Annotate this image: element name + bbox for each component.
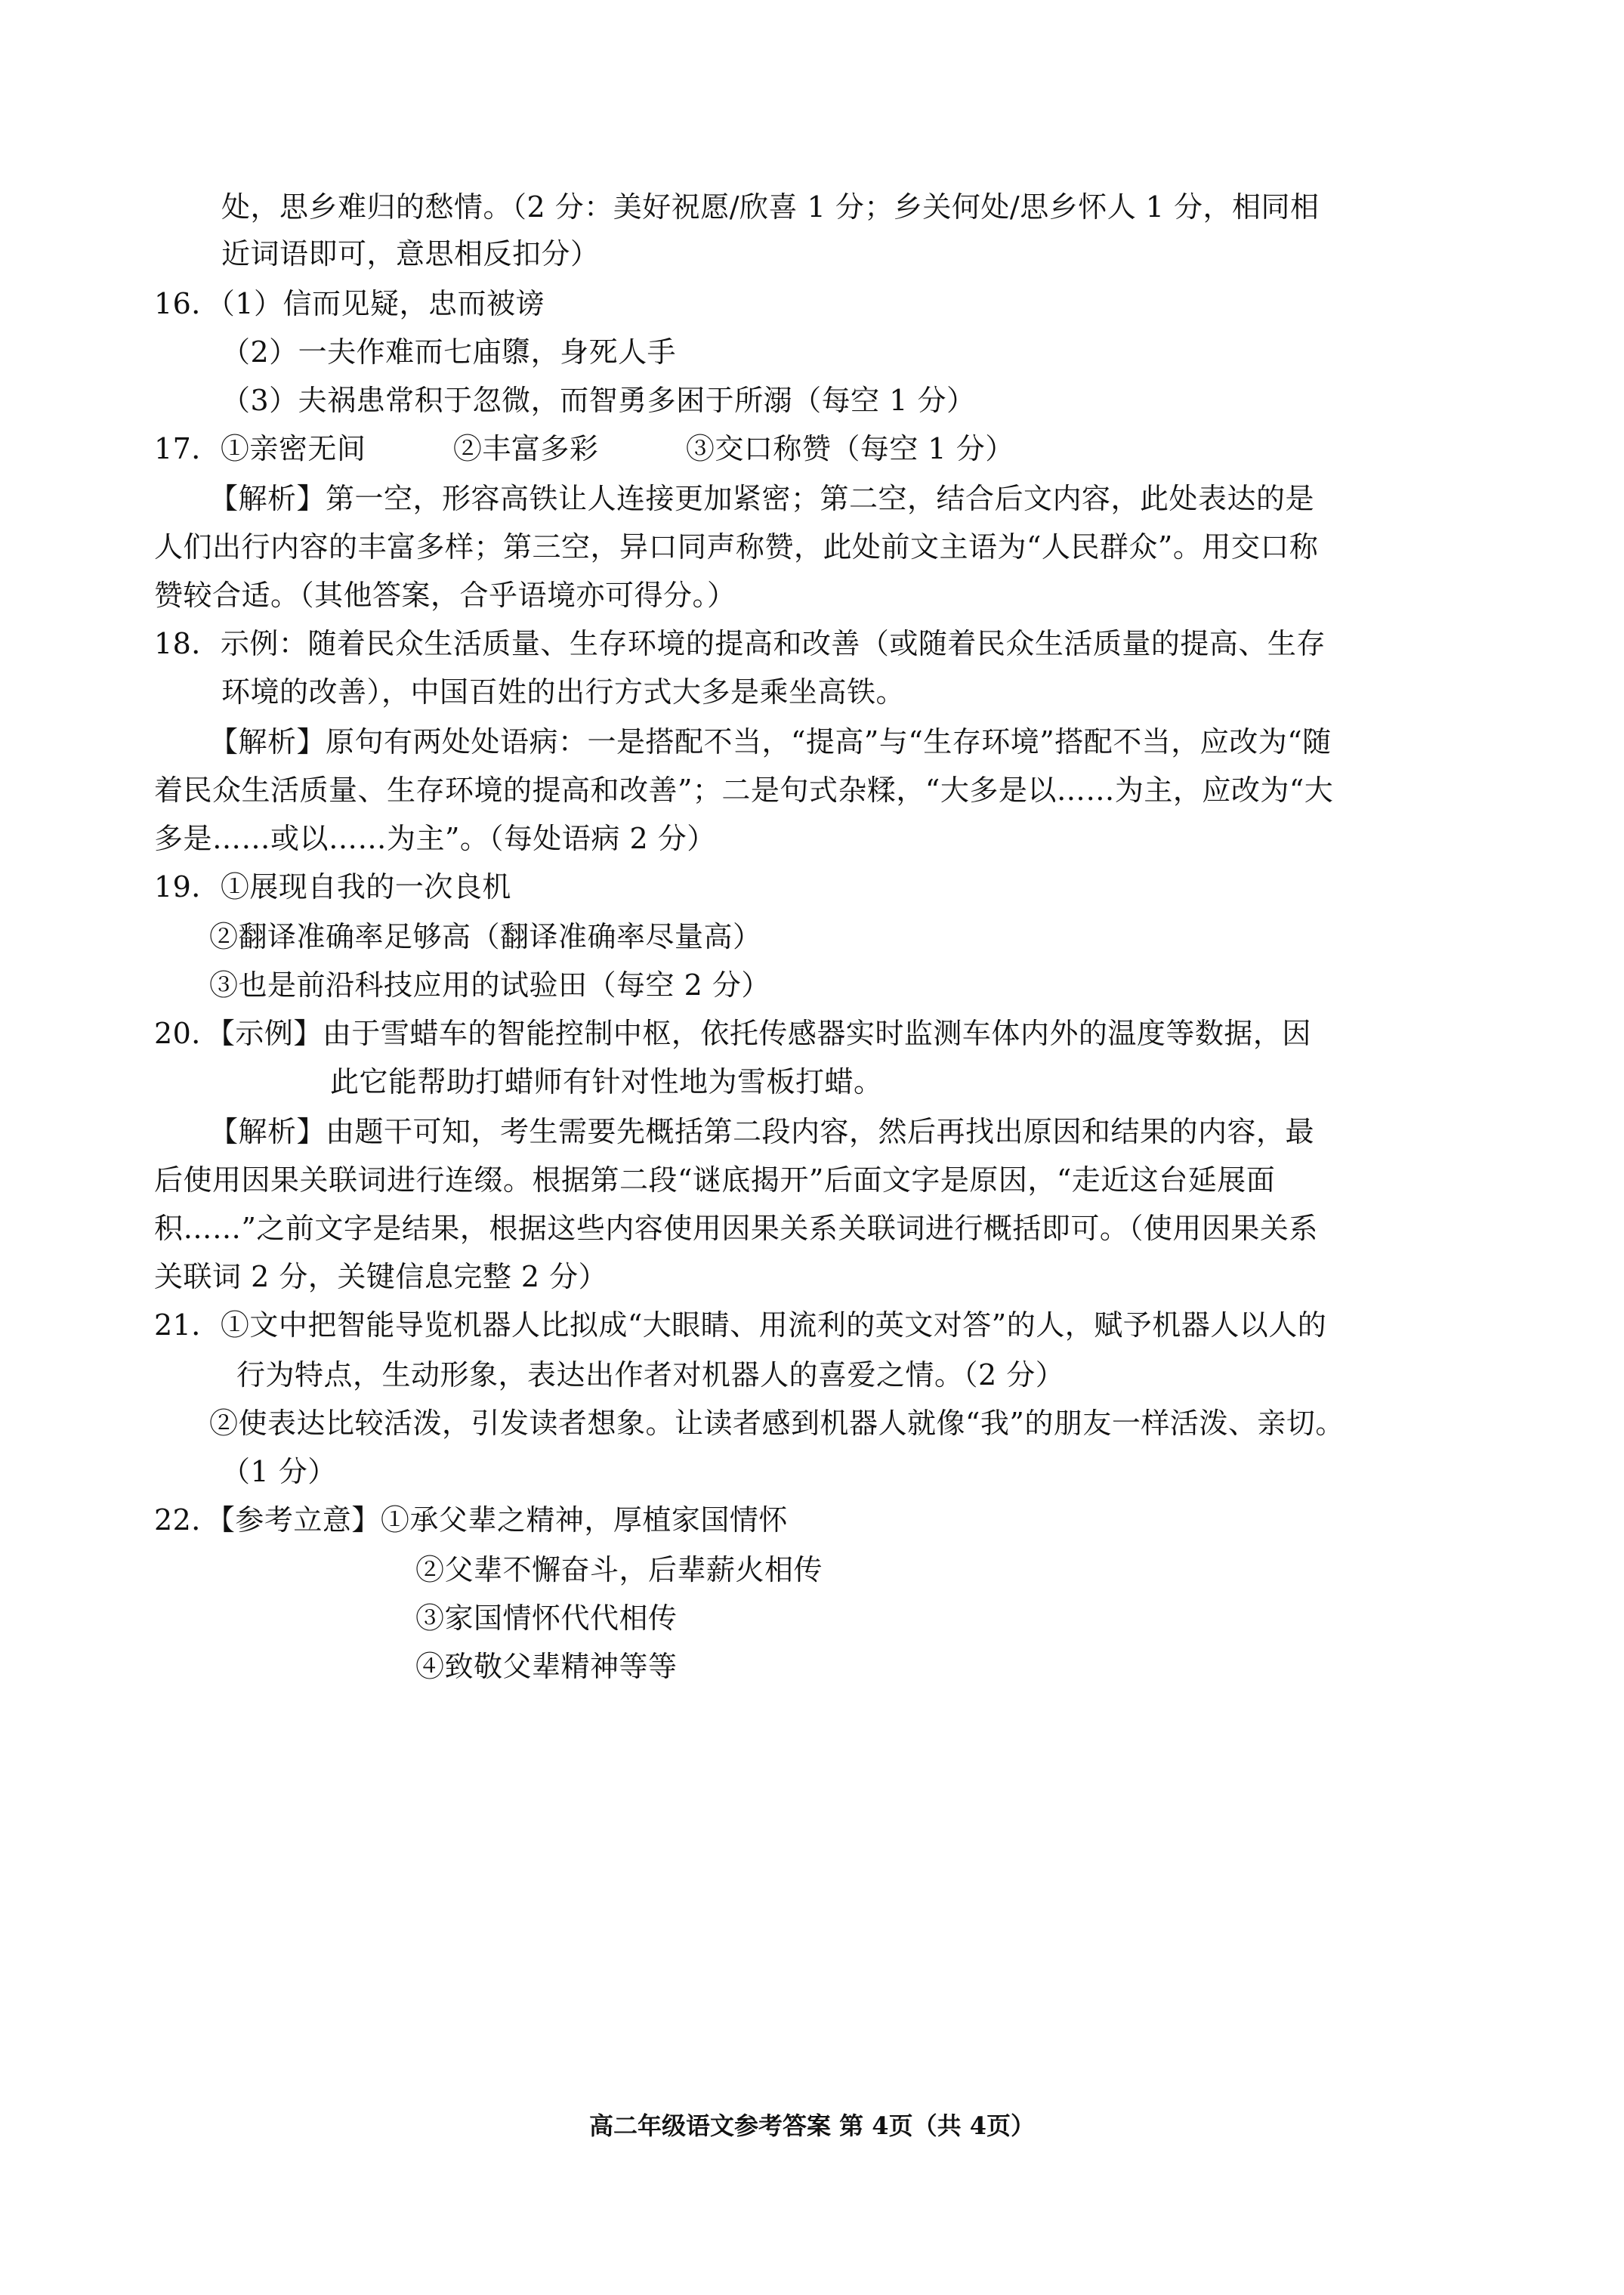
- answer-line: 16．（1）信而见疑，忠而被谤: [154, 287, 545, 320]
- answer-line: 22．【参考立意】①承父辈之精神，厚植家国情怀: [154, 1503, 788, 1537]
- answer-line: 【解析】原句有两处处语病：一是搭配不当，“提高”与“生存环境”搭配不当，应改为“随: [209, 725, 1332, 758]
- answer-line: ④致敬父辈精神等等: [415, 1650, 678, 1683]
- answer-line: 近词语即可，意思相反扣分）: [221, 237, 600, 270]
- answer-line: 行为特点，生动形象，表达出作者对机器人的喜爱之情。（2 分）: [236, 1358, 1065, 1392]
- answer-line: ③家国情怀代代相传: [415, 1602, 678, 1635]
- answer-line: （2）一夫作难而七庙隳，身死人手: [221, 335, 677, 369]
- answer-line: 人们出行内容的丰富多样；第三空，异口同声称赞，此处前文主语为“人民群众”。用交口称: [154, 530, 1319, 564]
- answer-line: 环境的改善），中国百姓的出行方式大多是乘坐高铁。: [221, 675, 906, 709]
- answer-line: 赞较合适。（其他答案，合乎语境亦可得分。）: [154, 579, 736, 612]
- answer-line: ②父辈不懈奋斗，后辈薪火相传: [415, 1553, 823, 1586]
- answer-line: 【解析】由题干可知，考生需要先概括第二段内容，然后再找出原因和结果的内容，最: [209, 1115, 1315, 1148]
- answer-line: 着民众生活质量、生存环境的提高和改善”；二是句式杂糅，“大多是以……为主，应改为“大: [154, 774, 1334, 807]
- answer-line: 此它能帮助打蜡师有针对性地为雪板打蜡。: [330, 1065, 883, 1098]
- answer-line: （1 分）: [221, 1455, 337, 1488]
- page-footer: 高二年级语文参考答案 第 4页（共 4页）: [589, 2111, 1035, 2140]
- answer-line: （3）夫祸患常积于忽微，而智勇多困于所溺（每空 1 分）: [221, 384, 976, 417]
- answer-line: ②翻译准确率足够高（翻译准确率尽量高）: [209, 920, 762, 953]
- answer-line: 处，思乡难归的愁情。（2 分：美好祝愿/欣喜 1 分；乡关何处/思乡怀人 1 分，相同相: [221, 190, 1320, 224]
- answer-line: 18．示例：随着民众生活质量、生存环境的提高和改善（或随着民众生活质量的提高、生存: [154, 627, 1326, 660]
- answer-line: 19．①展现自我的一次良机: [154, 870, 511, 903]
- answer-line: ③也是前沿科技应用的试验田（每空 2 分）: [209, 968, 770, 1002]
- answer-line: 20．【示例】由于雪蜡车的智能控制中枢，依托传感器实时监测车体内外的温度等数据，因: [154, 1017, 1311, 1050]
- answer-line: 多是……或以……为主”。（每处语病 2 分）: [154, 822, 716, 855]
- answer-line: 积……”之前文字是结果，根据这些内容使用因果关系关联词进行概括即可。（使用因果关系: [154, 1212, 1318, 1245]
- answer-line: ②使表达比较活泼，引发读者想象。让读者感到机器人就像“我”的朋友一样活泼、亲切。: [209, 1407, 1345, 1440]
- answer-line: 后使用因果关联词进行连缀。根据第二段“谜底揭开”后面文字是原因，“走近这台延展面: [154, 1163, 1276, 1197]
- answer-line: 17．①亲密无间 ②丰富多彩 ③交口称赞（每空 1 分）: [154, 432, 1014, 465]
- answer-line: 【解析】第一空，形容高铁让人连接更加紧密；第二空，结合后文内容，此处表达的是: [209, 482, 1315, 515]
- answer-line: 关联词 2 分，关键信息完整 2 分）: [154, 1260, 608, 1293]
- answer-line: 21．①文中把智能导览机器人比拟成“大眼睛、用流利的英文对答”的人，赋予机器人以人的: [154, 1308, 1327, 1342]
